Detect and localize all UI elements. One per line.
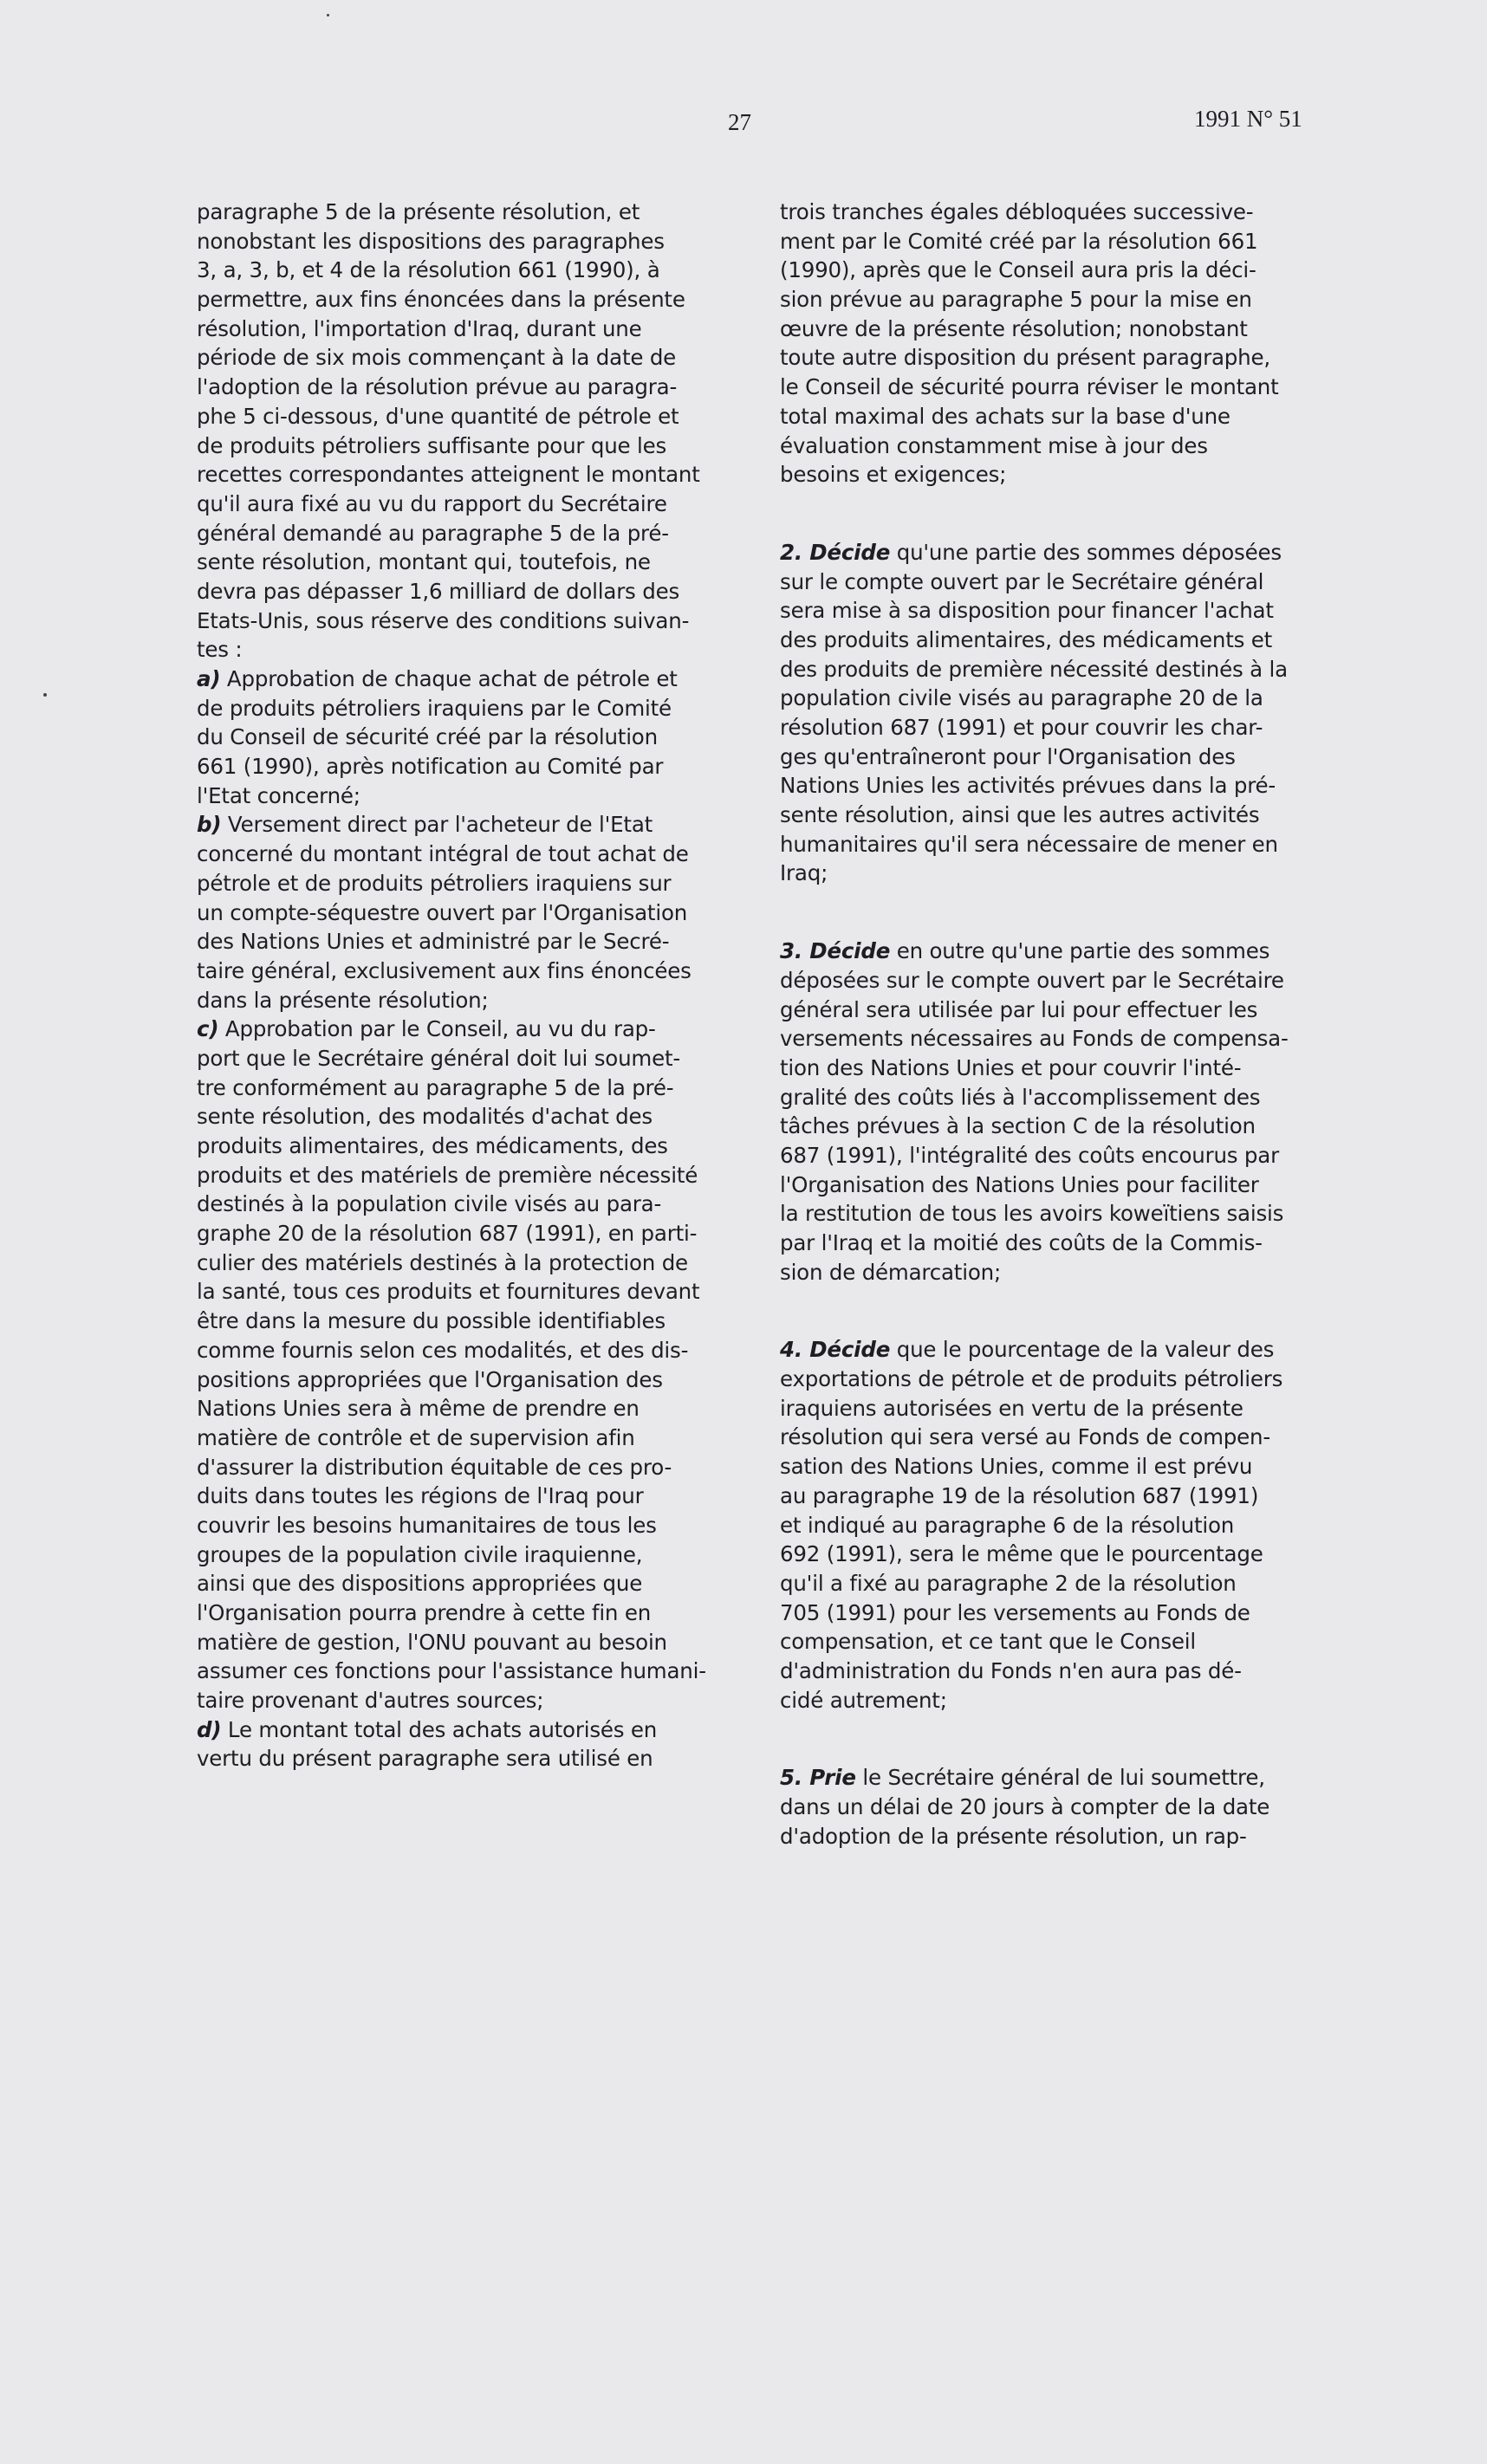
line-text: trois tranches égales débloquées successive- xyxy=(780,199,1254,224)
text-line xyxy=(780,1199,1300,1229)
line-text: sion de démarcation; xyxy=(780,1259,1001,1285)
line-text: 661 (1990), après notification au Comité par xyxy=(197,754,664,780)
text-line xyxy=(197,1365,717,1395)
text-line xyxy=(197,986,717,1015)
line-text: duits dans toutes les régions de l'Iraq pour xyxy=(197,1483,644,1509)
text-line xyxy=(197,227,717,256)
text-line xyxy=(197,256,717,285)
text-line xyxy=(197,1598,717,1628)
text-line xyxy=(197,402,717,431)
text-line xyxy=(197,1015,717,1044)
line-text: positions appropriées que l'Organisation des xyxy=(197,1366,663,1392)
line-text: évaluation constamment mise à jour des xyxy=(780,432,1208,458)
line-text: couvrir les besoins humanitaires de tous les xyxy=(197,1512,657,1538)
paragraph-label: a) xyxy=(197,666,221,691)
text-line xyxy=(780,431,1300,461)
text-line xyxy=(197,519,717,548)
paragraph-label: 5. Prie xyxy=(780,1765,856,1791)
line-text: 687 (1991), l'intégralité des coûts encourus par xyxy=(780,1142,1279,1168)
line-text: toute autre disposition du présent paragraphe, xyxy=(780,345,1270,371)
line-text: exportations de pétrole et de produits pétroliers xyxy=(780,1366,1283,1392)
text-line xyxy=(197,285,717,314)
text-line xyxy=(197,1511,717,1540)
line-text: iraquiens autorisées en vertu de la présente xyxy=(780,1395,1243,1421)
text-line xyxy=(780,713,1300,742)
line-text: d'adoption de la présente résolution, un rap- xyxy=(780,1823,1247,1849)
text-line xyxy=(780,314,1300,344)
text-line xyxy=(197,1248,717,1278)
line-text: qu'il aura fixé au vu du rapport du Secrétaire xyxy=(197,490,667,516)
text-line xyxy=(780,1540,1300,1569)
line-text: que le pourcentage de la valeur des xyxy=(890,1337,1275,1363)
paragraph-gap xyxy=(780,490,1300,538)
text-line xyxy=(780,1258,1300,1287)
line-text: des produits alimentaires, des médicaments et xyxy=(780,626,1273,652)
text-line xyxy=(197,343,717,373)
text-line xyxy=(780,1024,1300,1054)
text-line xyxy=(780,373,1300,402)
text-line xyxy=(197,723,717,752)
text-line xyxy=(197,1540,717,1570)
paragraph-label: b) xyxy=(197,812,222,838)
text-line xyxy=(780,830,1300,859)
text-line xyxy=(197,373,717,402)
line-text: le Secrétaire général de lui soumettre, xyxy=(855,1765,1265,1791)
line-text: l'Organisation des Nations Unies pour faciliter xyxy=(780,1171,1259,1197)
text-line xyxy=(780,995,1300,1025)
text-line xyxy=(197,1307,717,1336)
text-line xyxy=(197,1628,717,1657)
text-line xyxy=(780,343,1300,373)
text-line xyxy=(780,655,1300,684)
line-text: par l'Iraq et la moitié des coûts de la Commis- xyxy=(780,1230,1263,1255)
line-text: humanitaires qu'il sera nécessaire de mener en xyxy=(780,831,1278,857)
text-line xyxy=(197,1744,717,1773)
text-line xyxy=(780,1423,1300,1452)
line-text: population civile visés au paragraphe 20 de la xyxy=(780,685,1263,711)
text-line xyxy=(197,1482,717,1511)
line-text: devra pas dépasser 1,6 milliard de dollars des xyxy=(197,578,680,604)
line-text: être dans la mesure du possible identifiables xyxy=(197,1308,666,1334)
line-text: permettre, aux fins énoncées dans la présente xyxy=(197,287,685,313)
line-text: Approbation par le Conseil, au vu du rap- xyxy=(218,1016,656,1042)
text-line xyxy=(197,810,717,840)
text-line xyxy=(197,460,717,490)
line-text: de produits pétroliers suffisante pour que les xyxy=(197,432,667,458)
line-text: résolution 687 (1991) et pour couvrir les char- xyxy=(780,715,1263,740)
line-text: recettes correspondantes atteignent le montant xyxy=(197,462,700,488)
text-line xyxy=(780,1511,1300,1540)
line-text: besoins et exigences; xyxy=(780,462,1007,488)
text-line xyxy=(197,548,717,577)
paragraph-label: c) xyxy=(197,1016,219,1042)
paragraph-gap xyxy=(780,1715,1300,1763)
text-line xyxy=(197,956,717,986)
line-text: le Conseil de sécurité pourra réviser le montant xyxy=(780,374,1279,400)
text-line xyxy=(780,966,1300,995)
text-line xyxy=(780,1822,1300,1851)
line-text: Versement direct par l'acheteur de l'Etat xyxy=(221,812,653,838)
line-text: sente résolution, montant qui, toutefois, ne xyxy=(197,549,651,575)
line-text: au paragraphe 19 de la résolution 687 (1991) xyxy=(780,1482,1259,1508)
line-text: Iraq; xyxy=(780,860,828,886)
line-text: résolution, l'importation d'Iraq, durant une xyxy=(197,315,642,341)
text-line xyxy=(780,1569,1300,1598)
line-text: du Conseil de sécurité créé par la résolution xyxy=(197,724,658,750)
text-line xyxy=(780,538,1300,567)
text-line xyxy=(780,937,1300,966)
text-line xyxy=(197,198,717,227)
line-text: qu'une partie des sommes déposées xyxy=(890,539,1282,565)
text-line xyxy=(197,694,717,723)
text-line xyxy=(780,1452,1300,1482)
text-line xyxy=(197,1569,717,1598)
line-text: ment par le Comité créé par la résolution 661 xyxy=(780,228,1258,254)
line-text: général demandé au paragraphe 5 de la pré- xyxy=(197,520,669,546)
gazette-reference: 1991 N° 51 xyxy=(1194,106,1302,132)
text-line xyxy=(197,1044,717,1073)
line-text: matière de contrôle et de supervision afin xyxy=(197,1424,635,1450)
line-text: produits alimentaires, des médicaments, des xyxy=(197,1133,668,1158)
line-text: graphe 20 de la résolution 687 (1991), en parti- xyxy=(197,1221,698,1247)
line-text: destinés à la population civile visés au para- xyxy=(197,1191,662,1217)
text-line xyxy=(197,1102,717,1131)
line-text: sion prévue au paragraphe 5 pour la mise en xyxy=(780,287,1252,313)
text-line xyxy=(197,1336,717,1365)
line-text: d'administration du Fonds n'en aura pas dé- xyxy=(780,1657,1242,1683)
text-line xyxy=(197,665,717,694)
line-text: de produits pétroliers iraquiens par le Comité xyxy=(197,695,672,721)
line-text: sente résolution, ainsi que les autres activités xyxy=(780,802,1260,828)
line-text: dans un délai de 20 jours à compter de la date xyxy=(780,1794,1270,1819)
line-text: sente résolution, des modalités d'achat des xyxy=(197,1104,653,1130)
text-line xyxy=(197,1219,717,1248)
text-line xyxy=(780,626,1300,655)
paragraph-label: 3. Décide xyxy=(780,938,891,964)
line-text: ges qu'entraîneront pour l'Organisation des xyxy=(780,743,1236,769)
scan-speck xyxy=(43,693,47,697)
line-text: des Nations Unies et administré par le Secré- xyxy=(197,929,670,955)
line-text: sation des Nations Unies, comme il est prévu xyxy=(780,1454,1253,1480)
text-line xyxy=(780,198,1300,227)
line-text: Nations Unies les activités prévues dans la pré- xyxy=(780,773,1276,799)
line-text: 692 (1991), sera le même que le pourcentage xyxy=(780,1541,1263,1567)
text-line xyxy=(780,859,1300,888)
text-line xyxy=(780,1627,1300,1657)
line-text: tion des Nations Unies et pour couvrir l'inté- xyxy=(780,1054,1242,1080)
paragraph-label: 4. Décide xyxy=(780,1337,891,1363)
line-text: sera mise à sa disposition pour financer l'achat xyxy=(780,598,1274,624)
right-text-column xyxy=(780,198,1300,1851)
page-number: 27 xyxy=(728,109,751,135)
line-text: tes : xyxy=(197,637,243,663)
line-text: général sera utilisée par lui pour effectuer les xyxy=(780,996,1258,1022)
text-line xyxy=(780,596,1300,626)
line-text: tâches prévues à la section C de la résolution xyxy=(780,1113,1256,1139)
text-line xyxy=(197,1277,717,1307)
text-line xyxy=(780,256,1300,285)
text-line xyxy=(780,742,1300,772)
text-line xyxy=(197,1686,717,1715)
line-text: nonobstant les dispositions des paragraphes xyxy=(197,228,665,254)
text-line xyxy=(780,1141,1300,1170)
text-line xyxy=(197,1394,717,1423)
line-text: port que le Secrétaire général doit lui soumet- xyxy=(197,1045,680,1071)
line-text: compensation, et ce tant que le Conseil xyxy=(780,1629,1196,1655)
text-line xyxy=(197,1073,717,1103)
text-line xyxy=(780,567,1300,597)
paragraph-gap xyxy=(780,1287,1300,1335)
line-text: produits et des matériels de première nécessité xyxy=(197,1162,698,1188)
line-text: l'Etat concerné; xyxy=(197,782,360,808)
line-text: (1990), après que le Conseil aura pris la déci- xyxy=(780,257,1256,283)
line-text: des produits de première nécessité destinés à la xyxy=(780,656,1288,682)
line-text: l'adoption de la résolution prévue au paragra- xyxy=(197,374,678,400)
left-text-column xyxy=(197,198,717,1773)
text-line xyxy=(780,684,1300,713)
line-text: Nations Unies sera à même de prendre en xyxy=(197,1396,640,1422)
line-text: en outre qu'une partie des sommes xyxy=(890,938,1270,964)
line-text: qu'il a fixé au paragraphe 2 de la résolution xyxy=(780,1570,1237,1596)
line-text: Approbation de chaque achat de pétrole et xyxy=(220,666,678,691)
text-line xyxy=(780,1598,1300,1628)
text-line xyxy=(780,1112,1300,1141)
text-line xyxy=(197,606,717,636)
paragraph-gap xyxy=(780,888,1300,937)
text-line xyxy=(780,1793,1300,1822)
line-text: phe 5 ci-dessous, d'une quantité de pétrole et xyxy=(197,403,679,429)
paragraph-label: 2. Décide xyxy=(780,539,891,565)
text-line xyxy=(197,1423,717,1453)
line-text: comme fournis selon ces modalités, et des dis- xyxy=(197,1337,689,1363)
text-line xyxy=(197,431,717,461)
text-line xyxy=(197,927,717,956)
line-text: un compte-séquestre ouvert par l'Organisation xyxy=(197,899,688,925)
line-text: période de six mois commençant à la date de xyxy=(197,345,677,371)
line-text: taire provenant d'autres sources; xyxy=(197,1688,544,1714)
line-text: sur le compte ouvert par le Secrétaire général xyxy=(780,568,1264,594)
line-text: dans la présente résolution; xyxy=(197,987,489,1013)
line-text: groupes de la population civile iraquienne, xyxy=(197,1541,643,1567)
line-text: gralité des coûts liés à l'accomplissement des xyxy=(780,1084,1261,1110)
text-line xyxy=(780,771,1300,801)
text-line xyxy=(197,1453,717,1482)
line-text: paragraphe 5 de la présente résolution, et xyxy=(197,199,640,224)
text-line xyxy=(197,840,717,869)
line-text: 3, a, 3, b, et 4 de la résolution 661 (1990), à xyxy=(197,257,660,283)
text-line xyxy=(780,460,1300,490)
line-text: Le montant total des achats autorisés en xyxy=(221,1716,658,1742)
text-line xyxy=(197,577,717,606)
line-text: matière de gestion, l'ONU pouvant au besoin xyxy=(197,1629,667,1655)
text-line xyxy=(197,752,717,781)
text-line xyxy=(197,1131,717,1161)
paragraph-label: d) xyxy=(197,1716,222,1742)
line-text: d'assurer la distribution équitable de ces pro- xyxy=(197,1454,672,1480)
text-line xyxy=(197,1161,717,1190)
line-text: vertu du présent paragraphe sera utilisé en xyxy=(197,1746,653,1772)
line-text: résolution qui sera versé au Fonds de compen- xyxy=(780,1424,1270,1450)
text-line xyxy=(197,314,717,344)
text-line xyxy=(780,1229,1300,1258)
line-text: œuvre de la présente résolution; nonobstant xyxy=(780,315,1248,341)
line-text: total maximal des achats sur la base d'une xyxy=(780,403,1231,429)
text-line xyxy=(780,1170,1300,1200)
text-line xyxy=(780,1054,1300,1083)
line-text: la santé, tous ces produits et fournitures devant xyxy=(197,1279,700,1305)
text-line xyxy=(780,1394,1300,1423)
line-text: pétrole et de produits pétroliers iraquiens sur xyxy=(197,870,672,896)
text-line xyxy=(780,801,1300,830)
line-text: taire général, exclusivement aux fins énoncées xyxy=(197,957,692,983)
text-line xyxy=(780,1686,1300,1715)
text-line xyxy=(197,1657,717,1686)
text-line xyxy=(197,490,717,519)
text-line xyxy=(780,1657,1300,1686)
text-line xyxy=(197,898,717,928)
text-line xyxy=(197,781,717,811)
line-text: culier des matériels destinés à la protection de xyxy=(197,1249,688,1275)
text-line xyxy=(780,1763,1300,1793)
line-text: l'Organisation pourra prendre à cette fin en xyxy=(197,1600,652,1625)
text-line xyxy=(197,1715,717,1745)
text-line xyxy=(197,635,717,665)
line-text: tre conformément au paragraphe 5 de la pré- xyxy=(197,1074,674,1100)
text-line xyxy=(780,1335,1300,1365)
line-text: versements nécessaires au Fonds de compensa- xyxy=(780,1026,1289,1052)
line-text: 705 (1991) pour les versements au Fonds de xyxy=(780,1599,1250,1625)
line-text: Etats-Unis, sous réserve des conditions suivan- xyxy=(197,607,690,633)
text-line xyxy=(197,1190,717,1219)
line-text: et indiqué au paragraphe 6 de la résolution xyxy=(780,1512,1235,1538)
line-text: ainsi que des dispositions appropriées que xyxy=(197,1571,643,1597)
text-line xyxy=(780,1482,1300,1511)
text-line xyxy=(197,869,717,898)
text-line xyxy=(780,285,1300,314)
line-text: cidé autrement; xyxy=(780,1687,947,1713)
line-text: déposées sur le compte ouvert par le Secrétaire xyxy=(780,967,1284,993)
line-text: concerné du montant intégral de tout achat de xyxy=(197,841,689,867)
text-line xyxy=(780,402,1300,431)
text-line xyxy=(780,1083,1300,1112)
line-text: la restitution de tous les avoirs koweïtiens saisis xyxy=(780,1201,1284,1227)
text-line xyxy=(780,227,1300,256)
scan-speck xyxy=(327,14,329,16)
line-text: assumer ces fonctions pour l'assistance humani- xyxy=(197,1658,706,1684)
text-line xyxy=(780,1365,1300,1394)
